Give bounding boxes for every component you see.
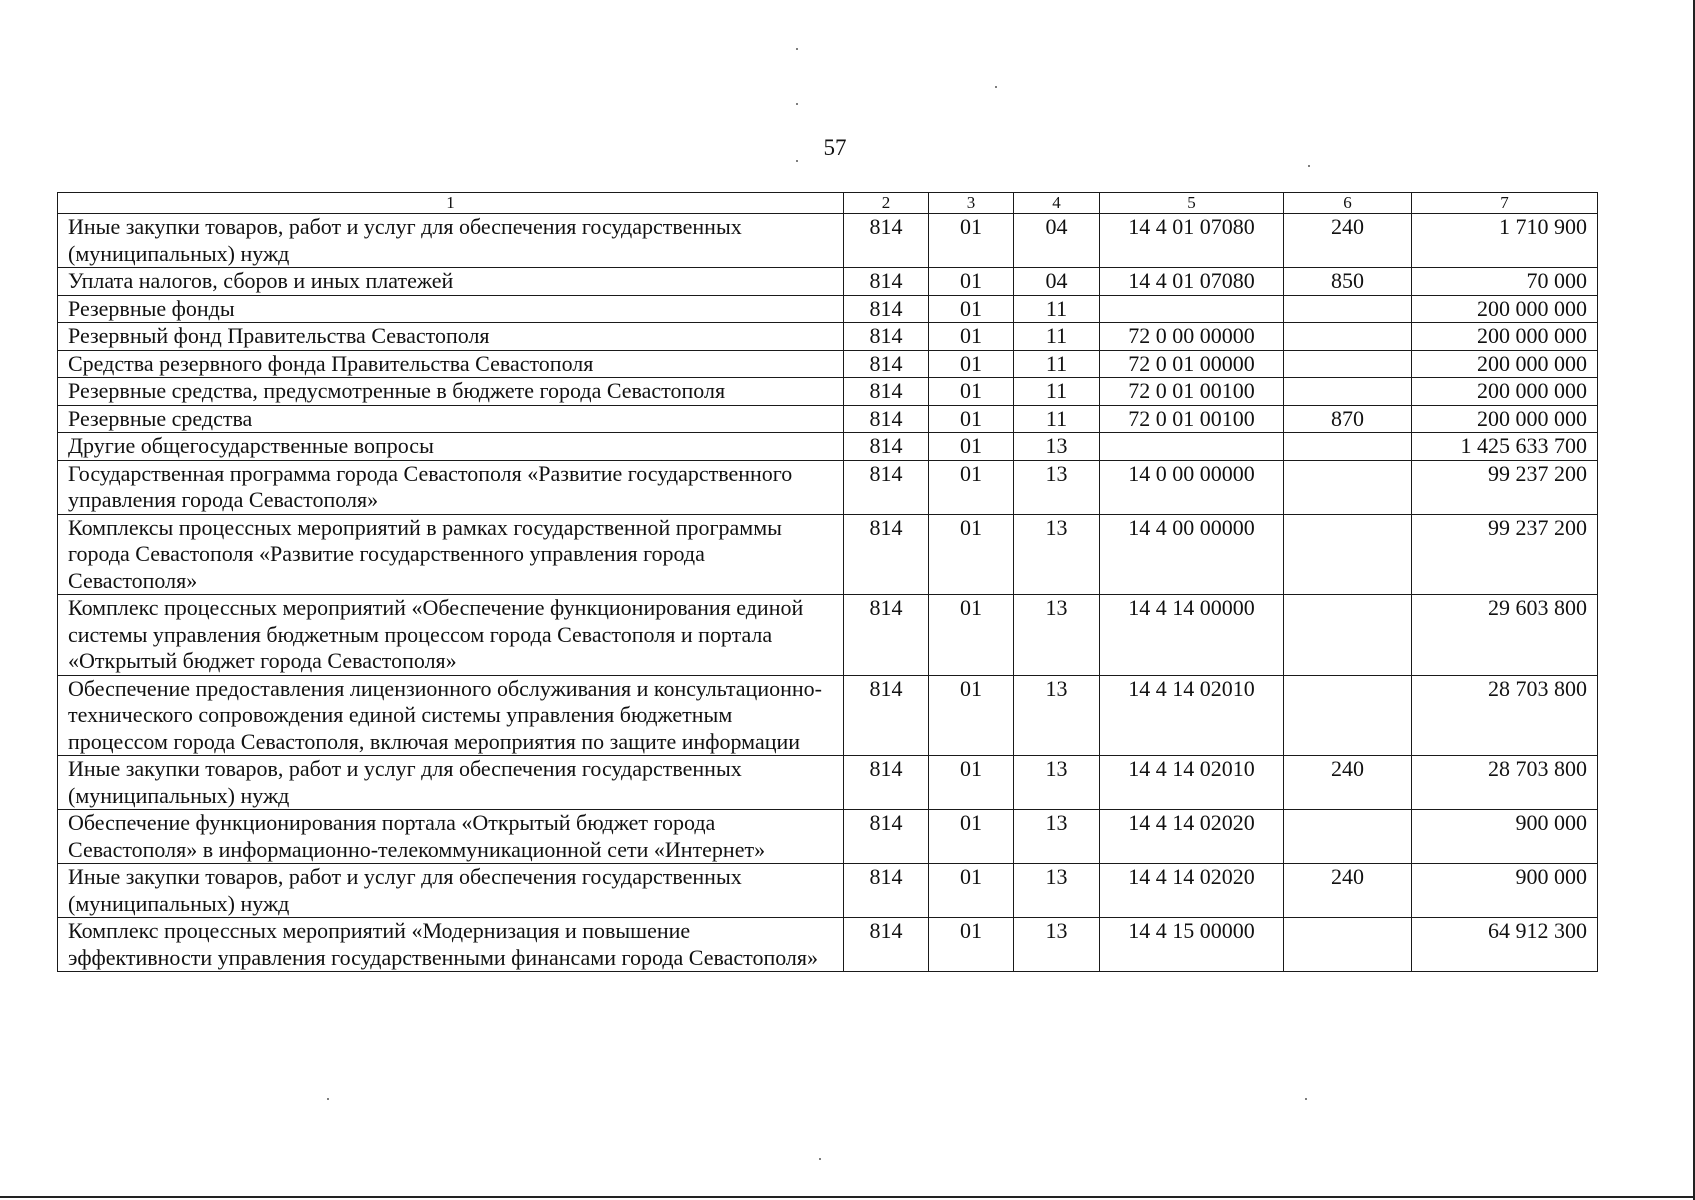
row-description: Иные закупки товаров, работ и услуг для обеспечения государственных (муниципальных) нужд xyxy=(58,214,844,268)
row-expense-type xyxy=(1284,295,1412,323)
row-target-article: 72 0 01 00000 xyxy=(1100,350,1284,378)
row-target-article: 72 0 00 00000 xyxy=(1100,323,1284,351)
row-subsection-code: 13 xyxy=(1014,514,1100,595)
table-row xyxy=(58,918,1598,972)
row-section-code: 01 xyxy=(929,405,1014,433)
row-subsection-code: 13 xyxy=(1014,756,1100,810)
table-row xyxy=(58,675,1598,756)
row-expense-type xyxy=(1284,350,1412,378)
row-subsection-code: 11 xyxy=(1014,378,1100,406)
row-target-article: 14 4 14 02010 xyxy=(1100,756,1284,810)
row-subsection-code: 13 xyxy=(1014,810,1100,864)
row-section-code: 01 xyxy=(929,378,1014,406)
row-amount: 200 000 000 xyxy=(1412,350,1598,378)
row-section-code: 01 xyxy=(929,268,1014,296)
row-amount: 900 000 xyxy=(1412,864,1598,918)
row-subsection-code: 13 xyxy=(1014,595,1100,676)
row-amount: 1 710 900 xyxy=(1412,214,1598,268)
row-subsection-code: 13 xyxy=(1014,918,1100,972)
row-expense-type: 870 xyxy=(1284,405,1412,433)
row-subsection-code: 11 xyxy=(1014,295,1100,323)
column-number-row xyxy=(58,193,1598,214)
row-target-article: 14 0 00 00000 xyxy=(1100,460,1284,514)
table-row xyxy=(58,460,1598,514)
row-subsection-code: 13 xyxy=(1014,460,1100,514)
row-section-code: 01 xyxy=(929,675,1014,756)
row-amount: 99 237 200 xyxy=(1412,514,1598,595)
row-subsection-code: 13 xyxy=(1014,864,1100,918)
table-row xyxy=(58,378,1598,406)
row-amount: 70 000 xyxy=(1412,268,1598,296)
table-row xyxy=(58,810,1598,864)
table-row xyxy=(58,268,1598,296)
row-department-code: 814 xyxy=(844,405,929,433)
table-row xyxy=(58,214,1598,268)
row-department-code: 814 xyxy=(844,323,929,351)
row-department-code: 814 xyxy=(844,756,929,810)
row-amount: 200 000 000 xyxy=(1412,378,1598,406)
row-description: Комплекс процессных мероприятий «Модернизация и повышение эффективности управления государственными финансами города Севастополя» xyxy=(58,918,844,972)
row-target-article: 14 4 15 00000 xyxy=(1100,918,1284,972)
row-target-article xyxy=(1100,433,1284,461)
table-row xyxy=(58,295,1598,323)
scan-speck xyxy=(796,48,798,50)
row-section-code: 01 xyxy=(929,514,1014,595)
column-number: 4 xyxy=(1014,193,1100,214)
row-description: Резервный фонд Правительства Севастополя xyxy=(58,323,844,351)
row-subsection-code: 13 xyxy=(1014,675,1100,756)
row-description: Иные закупки товаров, работ и услуг для обеспечения государственных (муниципальных) нужд xyxy=(58,864,844,918)
row-section-code: 01 xyxy=(929,918,1014,972)
row-amount: 200 000 000 xyxy=(1412,295,1598,323)
table-row xyxy=(58,864,1598,918)
row-expense-type xyxy=(1284,323,1412,351)
table-row xyxy=(58,433,1598,461)
row-target-article: 14 4 00 00000 xyxy=(1100,514,1284,595)
row-department-code: 814 xyxy=(844,268,929,296)
scan-speck xyxy=(327,1098,329,1100)
row-department-code: 814 xyxy=(844,214,929,268)
row-amount: 99 237 200 xyxy=(1412,460,1598,514)
row-description: Государственная программа города Севастополя «Развитие государственного управления города Севастополя» xyxy=(58,460,844,514)
row-description: Комплекс процессных мероприятий «Обеспечение функционирования единой системы управления бюджетным процессом города Севастополя и портала «Открытый бюджет города Севастополя» xyxy=(58,595,844,676)
row-description: Комплексы процессных мероприятий в рамках государственной программы города Севастополя «Развитие государственного управления города Севастополя» xyxy=(58,514,844,595)
row-section-code: 01 xyxy=(929,214,1014,268)
row-expense-type xyxy=(1284,918,1412,972)
row-department-code: 814 xyxy=(844,595,929,676)
row-expense-type xyxy=(1284,460,1412,514)
row-target-article: 14 4 14 02020 xyxy=(1100,810,1284,864)
row-amount: 28 703 800 xyxy=(1412,756,1598,810)
row-department-code: 814 xyxy=(844,350,929,378)
row-department-code: 814 xyxy=(844,460,929,514)
row-description: Резервные средства xyxy=(58,405,844,433)
row-target-article: 72 0 01 00100 xyxy=(1100,405,1284,433)
row-description: Обеспечение функционирования портала «Открытый бюджет города Севастополя» в информационно-телекоммуникационной сети «Интернет» xyxy=(58,810,844,864)
row-department-code: 814 xyxy=(844,918,929,972)
row-subsection-code: 04 xyxy=(1014,268,1100,296)
row-department-code: 814 xyxy=(844,433,929,461)
row-description: Обеспечение предоставления лицензионного обслуживания и консультационно-технического сопровождения единой системы управления бюджетным процессом города Севастополя, включая мероприятия по защите информации xyxy=(58,675,844,756)
row-department-code: 814 xyxy=(844,378,929,406)
row-department-code: 814 xyxy=(844,295,929,323)
row-expense-type: 850 xyxy=(1284,268,1412,296)
row-expense-type: 240 xyxy=(1284,214,1412,268)
row-section-code: 01 xyxy=(929,350,1014,378)
row-department-code: 814 xyxy=(844,514,929,595)
column-number: 2 xyxy=(844,193,929,214)
row-expense-type: 240 xyxy=(1284,864,1412,918)
scan-speck xyxy=(1308,165,1310,167)
scan-speck xyxy=(796,160,798,162)
column-number: 3 xyxy=(929,193,1014,214)
row-expense-type xyxy=(1284,595,1412,676)
table-row xyxy=(58,756,1598,810)
row-description: Средства резервного фонда Правительства Севастополя xyxy=(58,350,844,378)
row-subsection-code: 11 xyxy=(1014,323,1100,351)
row-amount: 900 000 xyxy=(1412,810,1598,864)
row-section-code: 01 xyxy=(929,756,1014,810)
column-number: 5 xyxy=(1100,193,1284,214)
row-department-code: 814 xyxy=(844,810,929,864)
row-amount: 200 000 000 xyxy=(1412,323,1598,351)
row-target-article: 72 0 01 00100 xyxy=(1100,378,1284,406)
row-subsection-code: 13 xyxy=(1014,433,1100,461)
row-subsection-code: 04 xyxy=(1014,214,1100,268)
table-row xyxy=(58,405,1598,433)
row-section-code: 01 xyxy=(929,864,1014,918)
scan-speck xyxy=(819,1158,821,1160)
row-section-code: 01 xyxy=(929,460,1014,514)
budget-table xyxy=(57,192,1598,972)
row-section-code: 01 xyxy=(929,595,1014,676)
row-target-article: 14 4 01 07080 xyxy=(1100,214,1284,268)
scan-speck xyxy=(796,103,798,105)
row-target-article xyxy=(1100,295,1284,323)
table-row xyxy=(58,323,1598,351)
row-expense-type xyxy=(1284,378,1412,406)
row-description: Другие общегосударственные вопросы xyxy=(58,433,844,461)
row-description: Уплата налогов, сборов и иных платежей xyxy=(58,268,844,296)
row-section-code: 01 xyxy=(929,323,1014,351)
row-section-code: 01 xyxy=(929,295,1014,323)
row-description: Иные закупки товаров, работ и услуг для обеспечения государственных (муниципальных) нужд xyxy=(58,756,844,810)
table-row xyxy=(58,595,1598,676)
row-target-article: 14 4 14 02020 xyxy=(1100,864,1284,918)
row-expense-type xyxy=(1284,433,1412,461)
row-amount: 200 000 000 xyxy=(1412,405,1598,433)
row-department-code: 814 xyxy=(844,864,929,918)
table-row xyxy=(58,514,1598,595)
scan-speck xyxy=(1305,1098,1307,1100)
row-expense-type xyxy=(1284,514,1412,595)
scan-speck xyxy=(995,86,997,88)
row-section-code: 01 xyxy=(929,810,1014,864)
row-description: Резервные средства, предусмотренные в бюджете города Севастополя xyxy=(58,378,844,406)
page-number: 57 xyxy=(823,135,847,160)
row-department-code: 814 xyxy=(844,675,929,756)
row-target-article: 14 4 14 02010 xyxy=(1100,675,1284,756)
column-number: 7 xyxy=(1412,193,1598,214)
column-number: 1 xyxy=(58,193,844,214)
row-amount: 1 425 633 700 xyxy=(1412,433,1598,461)
row-description: Резервные фонды xyxy=(58,295,844,323)
row-amount: 28 703 800 xyxy=(1412,675,1598,756)
row-amount: 29 603 800 xyxy=(1412,595,1598,676)
row-expense-type xyxy=(1284,810,1412,864)
table-row xyxy=(58,350,1598,378)
column-number: 6 xyxy=(1284,193,1412,214)
row-subsection-code: 11 xyxy=(1014,405,1100,433)
scan-border-bottom xyxy=(0,1196,1695,1198)
row-target-article: 14 4 01 07080 xyxy=(1100,268,1284,296)
row-subsection-code: 11 xyxy=(1014,350,1100,378)
row-expense-type xyxy=(1284,675,1412,756)
row-expense-type: 240 xyxy=(1284,756,1412,810)
row-section-code: 01 xyxy=(929,433,1014,461)
row-target-article: 14 4 14 00000 xyxy=(1100,595,1284,676)
row-amount: 64 912 300 xyxy=(1412,918,1598,972)
